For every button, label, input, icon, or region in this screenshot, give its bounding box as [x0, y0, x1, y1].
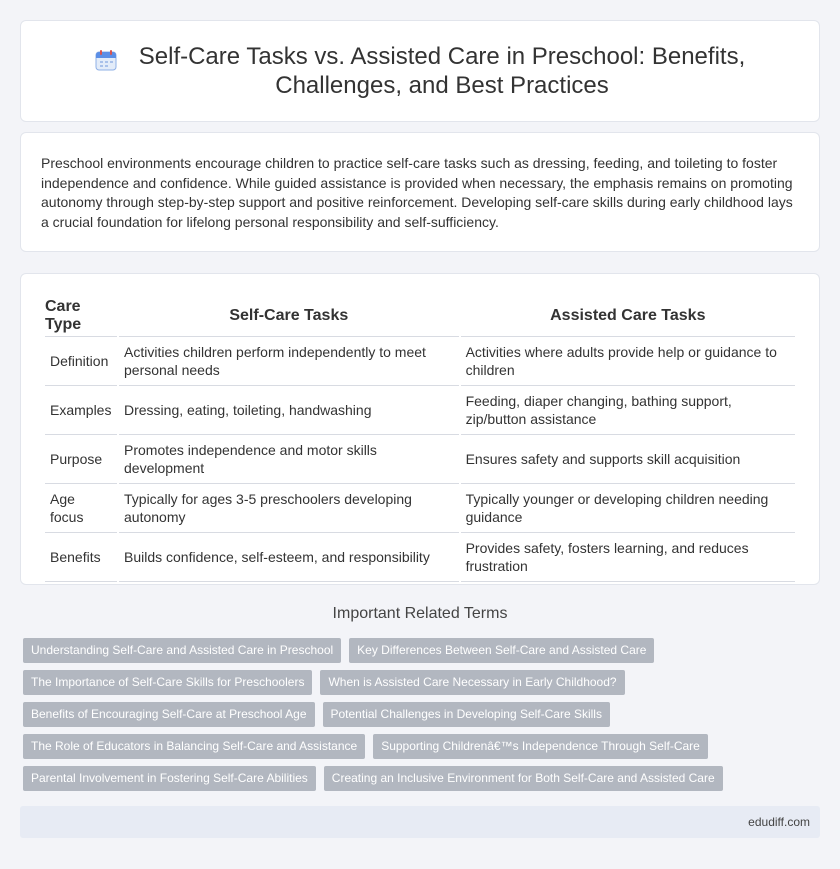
term-row	[23, 638, 823, 663]
row-label: Examples	[45, 386, 117, 435]
footer	[20, 806, 820, 838]
related-term-link[interactable]: The Role of Educators in Balancing Self-Care and Assistance	[23, 734, 365, 759]
intro-card	[20, 132, 820, 252]
assisted-care-cell: Feeding, diaper changing, bathing support, zip/button assistance	[461, 386, 795, 435]
related-term-link[interactable]: Potential Challenges in Developing Self-Care Skills	[323, 702, 610, 727]
related-term-link[interactable]: The Importance of Self-Care Skills for Preschoolers	[23, 670, 312, 695]
intro-paragraph: Preschool environments encourage children to practice self-care tasks such as dressing, feeding, and toileting to foster independence and confidence. While guided assistance is provided when necessary, the emphasis remains on promoting autonomy through step-by-step support and positive reinforcement. Developing self-care skills during early childhood lays a crucial foundation for lifelong personal responsibility and self-sufficiency.	[41, 155, 793, 230]
table-row	[45, 435, 795, 484]
assisted-care-cell: Typically younger or developing children needing guidance	[461, 484, 795, 533]
term-row	[23, 766, 823, 791]
related-terms-list	[23, 638, 823, 798]
row-label: Purpose	[45, 435, 117, 484]
assisted-care-cell: Ensures safety and supports skill acquisition	[461, 435, 795, 484]
table-row	[45, 484, 795, 533]
row-label: Age focus	[45, 484, 117, 533]
table-row	[45, 533, 795, 582]
self-care-cell: Builds confidence, self-esteem, and responsibility	[119, 533, 459, 582]
self-care-cell: Promotes independence and motor skills development	[119, 435, 459, 484]
related-term-link[interactable]: Benefits of Encouraging Self-Care at Preschool Age	[23, 702, 315, 727]
self-care-cell: Activities children perform independently to meet personal needs	[119, 337, 459, 386]
header-assisted-care: Assisted Care Tasks	[461, 294, 795, 337]
related-term-link[interactable]: Creating an Inclusive Environment for Both Self-Care and Assisted Care	[324, 766, 723, 791]
calendar-icon	[95, 49, 117, 71]
related-term-link[interactable]: Supporting Childrenâ€™s Independence Through Self-Care	[373, 734, 708, 759]
header-care-type: Care Type	[45, 294, 117, 337]
header-self-care: Self-Care Tasks	[119, 294, 459, 337]
term-row	[23, 702, 823, 727]
related-term-link[interactable]: When is Assisted Care Necessary in Early Childhood?	[320, 670, 624, 695]
table-header-row	[45, 294, 795, 337]
table-row	[45, 337, 795, 386]
related-term-link[interactable]: Understanding Self-Care and Assisted Care in Preschool	[23, 638, 341, 663]
assisted-care-cell: Provides safety, fosters learning, and reduces frustration	[461, 533, 795, 582]
footer-site-link[interactable]: edudiff.com	[748, 815, 810, 829]
page-title-line-1: Self-Care Tasks vs. Assisted Care in Preschool: Benefits,	[138, 43, 746, 70]
page-title	[139, 42, 745, 100]
related-term-link[interactable]: Key Differences Between Self-Care and Assisted Care	[349, 638, 654, 663]
comparison-table	[43, 294, 797, 582]
self-care-cell: Dressing, eating, toileting, handwashing	[119, 386, 459, 435]
header-card	[20, 20, 820, 122]
term-row	[23, 670, 823, 695]
table-row	[45, 386, 795, 435]
term-row	[23, 734, 823, 759]
comparison-table-card	[20, 273, 820, 585]
related-term-link[interactable]: Parental Involvement in Fostering Self-Care Abilities	[23, 766, 316, 791]
title-wrap	[95, 42, 745, 100]
related-terms-title: Important Related Terms	[332, 605, 508, 622]
page-title-line-2: Challenges, and Best Practices	[275, 72, 609, 99]
row-label: Benefits	[45, 533, 117, 582]
assisted-care-cell: Activities where adults provide help or guidance to children	[461, 337, 795, 386]
self-care-cell: Typically for ages 3-5 preschoolers developing autonomy	[119, 484, 459, 533]
row-label: Definition	[45, 337, 117, 386]
